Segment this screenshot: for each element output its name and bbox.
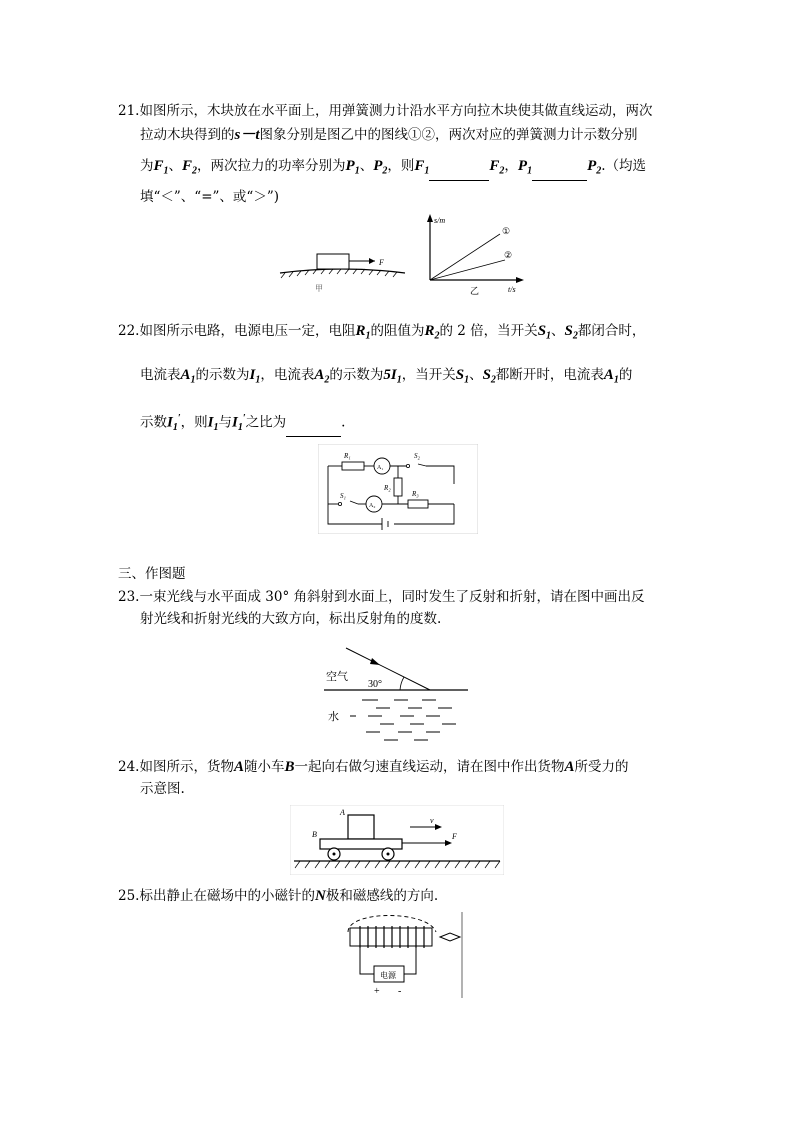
q21-graph-line-2: [430, 260, 505, 280]
q21-p1-b-sub: 1: [527, 165, 533, 177]
q22-r1: R: [355, 323, 366, 339]
q22-a1-b-sub: 1: [613, 374, 619, 386]
q22-text-2b: 的示数为: [195, 367, 250, 383]
q25-solenoid: [350, 928, 432, 946]
q22-line2: [140, 366, 632, 390]
q22-a1-b: A: [603, 367, 614, 383]
q21-text-3a: 为: [140, 158, 154, 174]
q22-s1-label: S₁: [340, 492, 346, 500]
q21-p2-b-sub: 2: [596, 165, 602, 177]
q21-block: [317, 254, 349, 269]
q23-text-1: 一束光线与水平面成 30° 角斜射到水面上，同时发生了反射和折射，请在图中画出反: [139, 589, 645, 605]
q22-i1p-c-sub: 1: [237, 422, 243, 434]
q22-text-1c: 的 2 倍，当开关: [439, 323, 538, 339]
q22-a2: A: [314, 367, 325, 383]
q25-n: N: [314, 888, 326, 904]
q25-plus-label: +: [374, 986, 380, 997]
q22-a2-sub: 2: [324, 374, 330, 386]
q21-text-3d: ，: [504, 158, 518, 174]
q22-five: 5: [383, 367, 391, 383]
q25-text-1b: 极和磁感线的方向.: [325, 888, 439, 904]
q21-p1: P: [345, 158, 355, 174]
q24-figure: [290, 805, 504, 875]
q24-a-2: A: [564, 759, 575, 775]
q24-label-v: v: [430, 816, 434, 825]
q22-i1p: I: [167, 414, 173, 431]
q23-text-2: 射光线和折射光线的大致方向，标出反射角的度数.: [140, 611, 442, 627]
q22-i1: I: [249, 367, 256, 383]
q21-label-yi: 乙: [470, 286, 480, 296]
q22-text-2f: 都断开时，电流表: [495, 367, 604, 383]
q22-text-2g: 的: [618, 367, 633, 383]
q22-text-3c: 与: [218, 414, 232, 431]
q22-r2: R: [424, 323, 435, 339]
q22-text-3e: .: [341, 414, 346, 431]
q25-compass-needle: [440, 933, 460, 941]
q24-line2: [140, 780, 185, 798]
q23-incident-ray: [346, 648, 430, 690]
q22-text-3b: ，则: [180, 414, 208, 431]
q21-p2-b: P: [587, 158, 597, 174]
q24-label-b: B: [312, 830, 317, 839]
q21-line1-label: ①: [502, 226, 511, 236]
q22-text-2e: ，当开关: [401, 367, 456, 383]
q21-t-axis: t/s: [508, 285, 516, 294]
q21-text-2b: 图象分别是图乙中的图线①②，两次对应的弹簧测力计示数分别: [259, 127, 638, 143]
q22-i1p-prime: ′: [177, 413, 181, 424]
q22-text-3d: 之比为: [245, 414, 287, 431]
q21-text-3c: ，则: [387, 158, 415, 174]
q24-text-1d: 所受力的: [574, 759, 629, 775]
q21-line1: [118, 102, 652, 120]
q22-s1: S: [537, 323, 547, 339]
q21-p2-sub: 2: [382, 165, 388, 177]
q24-text-1b: 随小车: [244, 759, 285, 775]
q22-s1-sub: 1: [546, 330, 552, 342]
q22-s2: S: [564, 323, 573, 339]
q22-line1: [118, 322, 645, 346]
q22-a1-label: A₁: [377, 465, 384, 471]
q22-r2-sub: 2: [434, 330, 440, 342]
q22-r1-label: R₁: [344, 452, 351, 460]
q24-a: A: [233, 759, 244, 775]
q23-number: 23.: [118, 589, 140, 605]
q24-cargo-a: [348, 815, 374, 839]
q24-number: 24.: [118, 759, 140, 775]
q21-figure-yi: [420, 210, 532, 302]
q21-blank-1[interactable]: [429, 166, 489, 181]
q21-line3: [140, 157, 646, 181]
q22-sep-2: 、: [469, 367, 483, 383]
q24-label-f: F: [452, 832, 457, 841]
q22-i1-c-sub: 1: [213, 422, 219, 434]
q23-angle-label: 30°: [368, 679, 382, 690]
q21-s-axis: s/m: [434, 216, 446, 225]
q21-force-label: F: [379, 258, 384, 267]
q22-i1-c: I: [207, 414, 214, 431]
q22-a1: A: [180, 367, 191, 383]
q21-line2: [140, 126, 638, 144]
q22-text-2a: 电流表: [140, 367, 181, 383]
q21-p1-b: P: [517, 158, 528, 174]
q21-f1-b: F: [414, 158, 425, 174]
q21-f1-b-sub: 1: [424, 165, 430, 177]
q24-text-2: 示意图.: [140, 781, 185, 797]
q22-number: 22.: [118, 323, 140, 339]
q22-sep-1: 、: [551, 323, 565, 339]
q22-text-1a: 如图所示电路，电源电压一定，电阻: [139, 323, 356, 339]
q21-f2: F: [182, 158, 193, 174]
q21-sep-1: 、: [168, 158, 183, 174]
q25-text-1a: 标出静止在磁场中的小磁针的: [139, 888, 315, 904]
q21-text-3b: ，两次拉力的功率分别为: [197, 158, 346, 174]
q22-text-3a: 示数: [140, 414, 167, 431]
q22-a1-sub: 1: [190, 374, 196, 386]
section-3-heading: 三、作图题: [118, 566, 186, 582]
q22-r2-label: R₂: [384, 484, 391, 492]
q23-figure: [322, 640, 470, 744]
q22-i1-sub: 1: [255, 374, 261, 386]
q21-line2-label: ②: [504, 250, 513, 260]
q21-line4: [140, 188, 279, 206]
q21-f2-sub: 2: [192, 165, 198, 177]
q22-i1p-c-prime: ′: [242, 413, 246, 424]
q23-air-label: 空气: [326, 671, 348, 683]
q22-s2-sub: 2: [572, 330, 578, 342]
q22-text-2d: 的示数为: [329, 367, 384, 383]
q22-s2-label: S₂: [414, 452, 420, 460]
q22-text-1b: 的阻值为: [370, 323, 425, 339]
q21-p1-sub: 1: [354, 165, 360, 177]
q22-r3-label: R₃: [412, 490, 419, 498]
q25-figure: [330, 908, 464, 1000]
q21-f2-b: F: [489, 158, 500, 174]
q21-label-jia: 甲: [315, 284, 323, 293]
q22-5i1: I: [390, 367, 397, 383]
q22-s1-b-sub: 1: [464, 374, 470, 386]
q22-text-1d: 都闭合时，: [577, 323, 646, 339]
q22-s2-b-sub: 2: [490, 374, 496, 386]
q21-sep-2: 、: [359, 158, 374, 174]
q22-5i1-sub: 1: [396, 374, 402, 386]
q21-text-2a: 拉动木块得到的: [140, 127, 235, 143]
q22-blank[interactable]: [286, 422, 341, 437]
q21-text-1: 如图所示，木块放在水平面上，用弹簧测力计沿水平方向拉木块使其做直线运动，两次: [139, 103, 653, 119]
q22-s2-b: S: [482, 367, 491, 383]
q22-circuit: [318, 444, 478, 534]
q21-blank-2[interactable]: [532, 166, 587, 181]
q21-f2-b-sub: 2: [499, 165, 505, 177]
q24-line1: [118, 758, 629, 776]
q24-text-1c: 一起向右做匀速直线运动，请在图中作出货物: [294, 759, 565, 775]
q22-s1-b: S: [455, 367, 465, 383]
q24-text-1a: 如图所示，货物: [139, 759, 234, 775]
q23-line1: [118, 588, 645, 606]
q24-b: B: [284, 759, 295, 775]
q22-i1p-sub: 1: [172, 422, 178, 434]
q24-cart-b: [320, 839, 402, 849]
q22-line3: [140, 410, 345, 437]
q21-st: s－t: [234, 127, 260, 143]
q21-f1-sub: 1: [163, 165, 169, 177]
q22-i1p-c: I: [232, 414, 238, 431]
q22-a2-label: A₂: [369, 503, 376, 509]
q22-text-2c: ，电流表: [260, 367, 315, 383]
q25-minus-label: -: [398, 986, 402, 997]
q22-r1-resistor: [342, 462, 364, 470]
q22-r3-resistor: [408, 500, 428, 508]
q25-number: 25.: [118, 888, 140, 904]
q22-r2-resistor: [394, 478, 402, 496]
q24-label-a: A: [340, 808, 345, 817]
q25-line1: [118, 887, 438, 905]
q21-text-3e: .（均选: [601, 158, 647, 174]
q25-power-label: 电源: [380, 971, 396, 980]
q21-p2: P: [373, 158, 383, 174]
q21-figure-jia: [275, 245, 410, 295]
q22-r1-sub: 1: [365, 330, 371, 342]
q23-water-label: 水: [328, 711, 339, 723]
q23-line2: [140, 610, 441, 628]
q21-text-4: 填“＜”、“=”、或“＞”): [140, 189, 279, 205]
q21-number: 21.: [118, 103, 140, 119]
q21-graph-line-1: [430, 234, 500, 280]
section-title: [118, 565, 186, 583]
q21-f1: F: [153, 158, 164, 174]
